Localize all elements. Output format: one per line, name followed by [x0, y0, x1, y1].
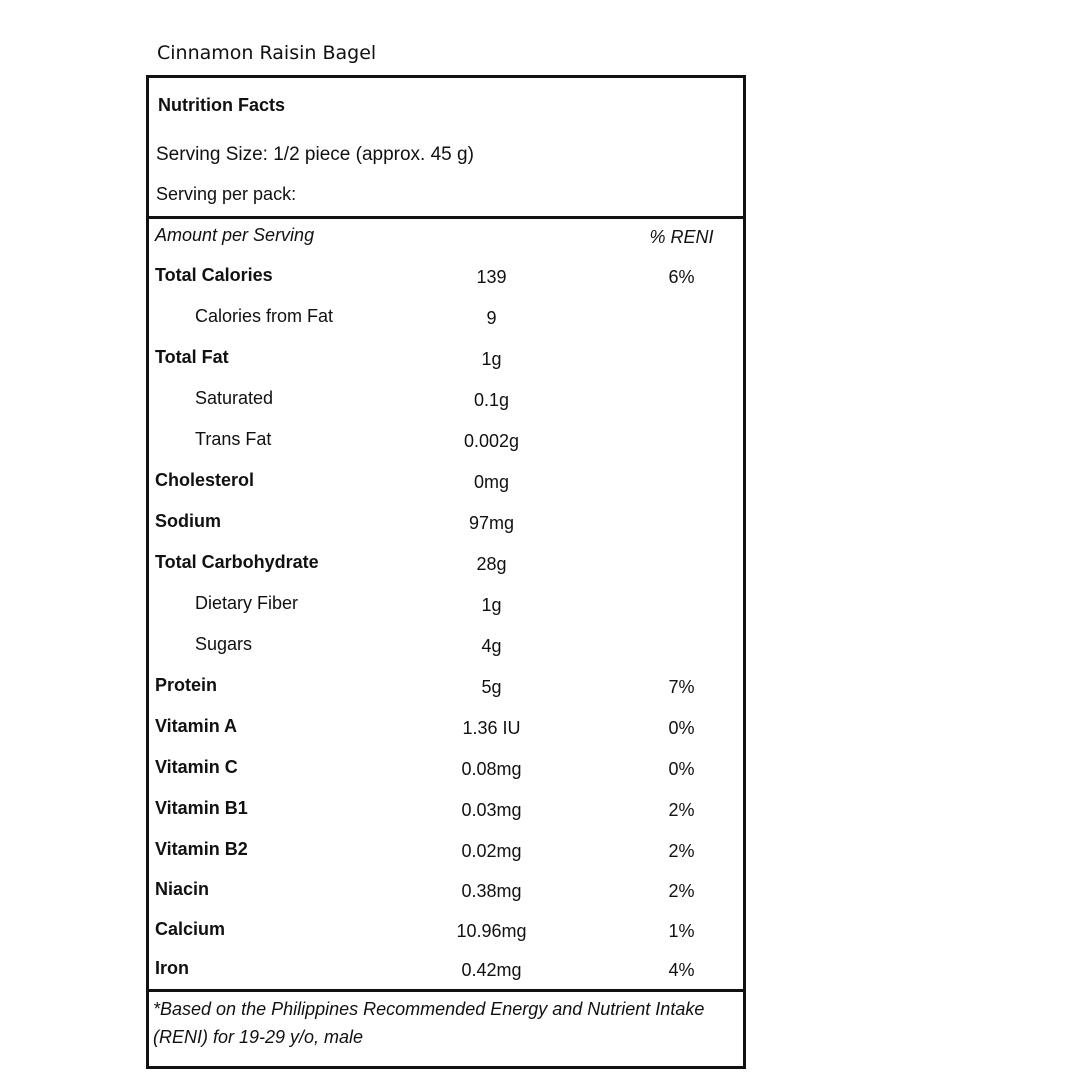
nutrient-name: Trans Fat	[195, 429, 272, 449]
nutrient-name: Iron	[155, 958, 189, 978]
nutrient-table	[149, 219, 743, 989]
nutrient-reni-percent: 7%	[668, 677, 695, 697]
table-row	[149, 470, 743, 504]
nutrient-amount: 1g	[481, 595, 502, 615]
reni-footnote: *Based on the Philippines Recommended Energy and Nutrient Intake (RENI) for 19-29 y/o, male	[153, 999, 705, 1047]
nutrient-amount: 97mg	[468, 513, 515, 533]
table-row	[149, 919, 743, 953]
nutrient-amount: 139	[476, 267, 507, 287]
label-footer	[149, 989, 743, 1066]
nutrient-name: Niacin	[155, 879, 210, 899]
nutrient-reni-percent: 2%	[668, 800, 695, 820]
table-row	[149, 716, 743, 750]
nutrient-amount: 1.36 IU	[462, 718, 521, 738]
nutrient-reni-percent: 0%	[668, 759, 695, 779]
nutrient-name: Sodium	[155, 511, 221, 531]
label-header	[149, 78, 743, 219]
table-row	[149, 879, 743, 913]
nutrient-name: Vitamin B2	[155, 839, 248, 859]
nutrient-name: Total Fat	[155, 347, 229, 367]
nutrient-name: Vitamin A	[155, 716, 238, 736]
nutrient-amount: 0.002g	[463, 431, 520, 451]
nutrition-facts-label	[146, 75, 746, 1069]
table-row	[149, 511, 743, 545]
nutrient-reni-percent: 2%	[668, 881, 695, 901]
serving-size: Serving Size: 1/2 piece (approx. 45 g)	[156, 144, 474, 165]
nutrient-amount: 5g	[481, 677, 502, 697]
nutrient-name: Vitamin B1	[155, 798, 248, 818]
nutrient-name: Vitamin C	[155, 757, 238, 777]
nutrient-amount: 0.1g	[473, 390, 510, 410]
nutrient-amount: 1g	[481, 349, 502, 369]
table-row	[149, 958, 743, 992]
nutrient-amount: 10.96mg	[456, 921, 527, 941]
nutrient-reni-percent: 2%	[668, 841, 695, 861]
table-row	[149, 429, 743, 463]
nutrient-name: Dietary Fiber	[195, 593, 299, 613]
table-row	[149, 593, 743, 627]
table-row	[149, 675, 743, 709]
nutrient-name: Saturated	[195, 388, 274, 408]
product-name: Cinnamon Raisin Bagel	[157, 42, 377, 64]
table-row	[149, 265, 743, 299]
nutrient-name: Calcium	[155, 919, 226, 939]
column-header-row	[149, 225, 743, 259]
nutrient-name: Cholesterol	[155, 470, 255, 490]
nutrient-reni-percent: 1%	[668, 921, 695, 941]
reni-header: % RENI	[649, 227, 714, 247]
nutrient-amount: 4g	[481, 636, 502, 656]
nutrient-amount: 9	[486, 308, 497, 328]
table-row	[149, 839, 743, 873]
nutrient-amount: 0.02mg	[461, 841, 522, 861]
table-row	[149, 347, 743, 381]
nutrient-amount: 0.08mg	[461, 759, 522, 779]
nutrient-name: Total Carbohydrate	[155, 552, 319, 572]
amount-per-serving-label: Amount per Serving	[155, 225, 315, 245]
nutrient-amount: 28g	[476, 554, 507, 574]
table-row	[149, 757, 743, 791]
label-title: Nutrition Facts	[158, 95, 286, 115]
table-row	[149, 306, 743, 340]
nutrient-name: Sugars	[195, 634, 253, 654]
nutrient-reni-percent: 6%	[668, 267, 695, 287]
nutrient-reni-percent: 4%	[668, 960, 695, 980]
table-row	[149, 634, 743, 668]
nutrient-name: Calories from Fat	[195, 306, 334, 326]
nutrient-amount: 0.42mg	[461, 960, 522, 980]
table-row	[149, 552, 743, 586]
nutrient-name: Protein	[155, 675, 218, 695]
nutrient-amount: 0mg	[473, 472, 509, 492]
table-row	[149, 388, 743, 422]
nutrient-amount: 0.03mg	[461, 800, 522, 820]
serving-per-pack: Serving per pack:	[156, 184, 297, 204]
nutrient-amount: 0.38mg	[461, 881, 522, 901]
nutrient-name: Total Calories	[155, 265, 273, 285]
table-row	[149, 798, 743, 832]
nutrient-reni-percent: 0%	[668, 718, 695, 738]
